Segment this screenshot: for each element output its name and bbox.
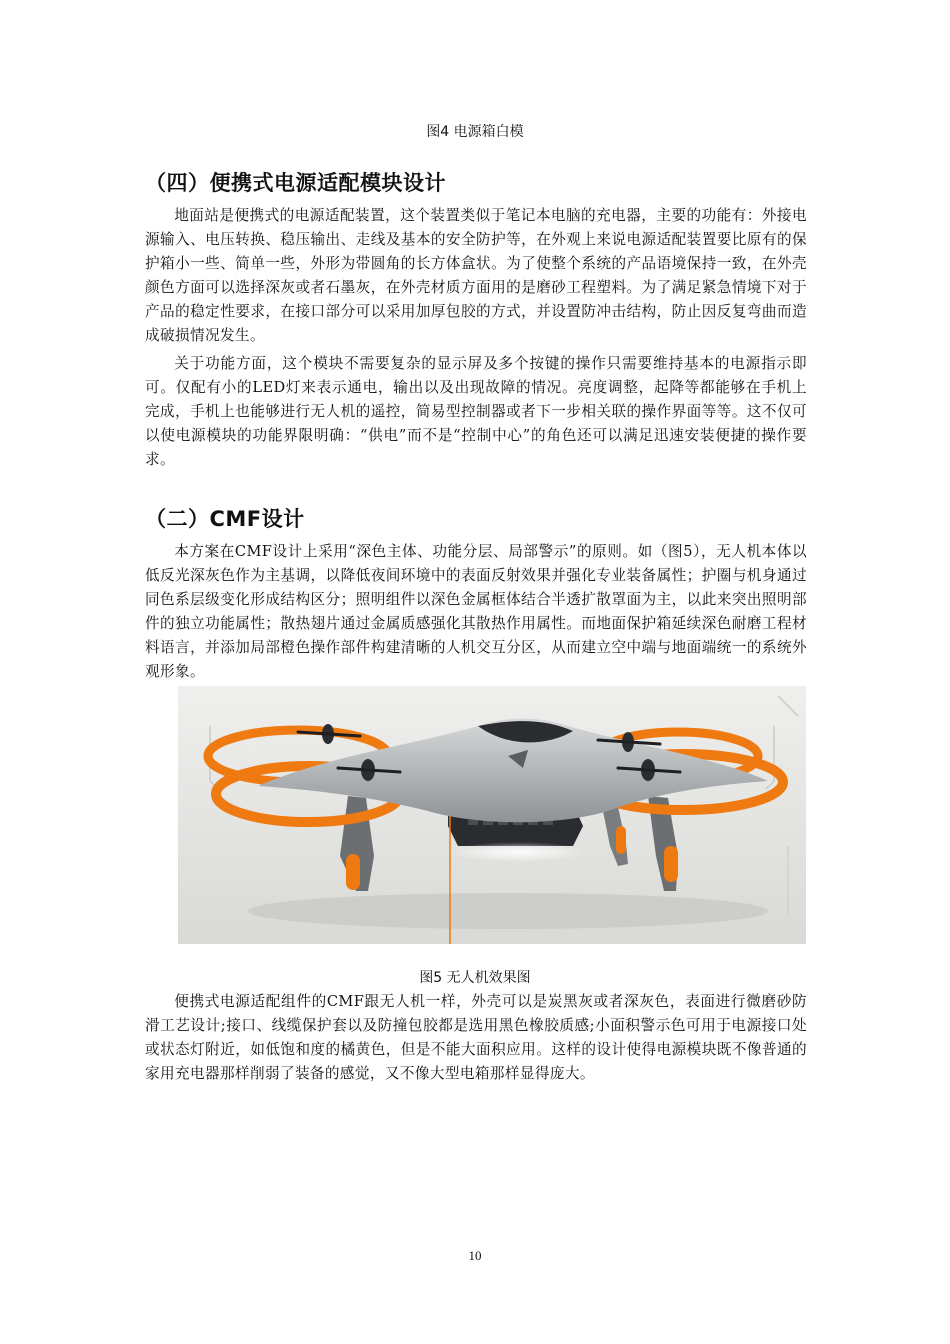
- paragraph: 本方案在CMF设计上采用“深色主体、功能分层、局部警示”的原则。如（图5），无人机本体以低反光深灰色作为主基调，以降低夜间环境中的表面反射效果并强化专业装备属性；护圈与机身通过同色系层级变化形成结构区分；照明组件以深色金属框体结合半透扩散罩面为主，以此来突出照明部件的独立功能属性；散热翅片通过金属质感强化其散热作用属性。而地面保护箱延续深色耐磨工程材料语言，并添加局部橙色操作部件构建清晰的人机交互分区，从而建立空中端与地面端统一的系统外观形象。: [145, 543, 807, 680]
- drone-render-image: [178, 686, 806, 944]
- figure-5-caption: 图5 无人机效果图: [419, 970, 531, 986]
- section-heading-cmf: （二）CMF设计: [145, 507, 305, 531]
- section-heading-power-module: （四）便携式电源适配模块设计: [145, 171, 446, 195]
- page-number: 10: [468, 1248, 482, 1263]
- paragraph: 关于功能方面，这个模块不需要复杂的显示屏及多个按键的操作只需要维持基本的电源指示即可。仅配有小的LED灯来表示通电，输出以及出现故障的情况。亮度调整，起降等都能够在手机上完成，手机上也能够进行无人机的遥控，简易型控制器或者下一步相关联的操作界面等等。这不仅可以使电源模块的功能界限明确：“供电”而不是“控制中心”的角色还可以满足迅速安装便捷的操作要求。: [145, 355, 807, 468]
- paragraph: 便携式电源适配组件的CMF跟无人机一样，外壳可以是炭黑灰或者深灰色，表面进行微磨砂防滑工艺设计;接口、线缆保护套以及防撞包胶都是选用黑色橡胶质感;小面积警示色可用于电源接口处或状态灯附近，如低饱和度的橘黄色，但是不能大面积应用。这样的设计使得电源模块既不像普通的家用充电器那样削弱了装备的感觉，又不像大型电箱那样显得庞大。: [145, 993, 807, 1082]
- figure-4-caption: 图4 电源箱白模: [426, 124, 524, 140]
- paragraph: 地面站是便携式的电源适配装置，这个装置类似于笔记本电脑的充电器，主要的功能有：外接电源输入、电压转换、稳压输出、走线及基本的安全防护等，在外观上来说电源适配装置要比原有的保护箱小一些、简单一些，外形为带圆角的长方体盒状。为了使整个系统的产品语境保持一致，在外壳颜色方面可以选择深灰或者石墨灰，在外壳材质方面用的是磨砂工程塑料。为了满足紧急情境下对于产品的稳定性要求，在接口部分可以采用加厚包胶的方式，并设置防冲击结构，防止因反复弯曲而造成破损情况发生。: [145, 207, 807, 344]
